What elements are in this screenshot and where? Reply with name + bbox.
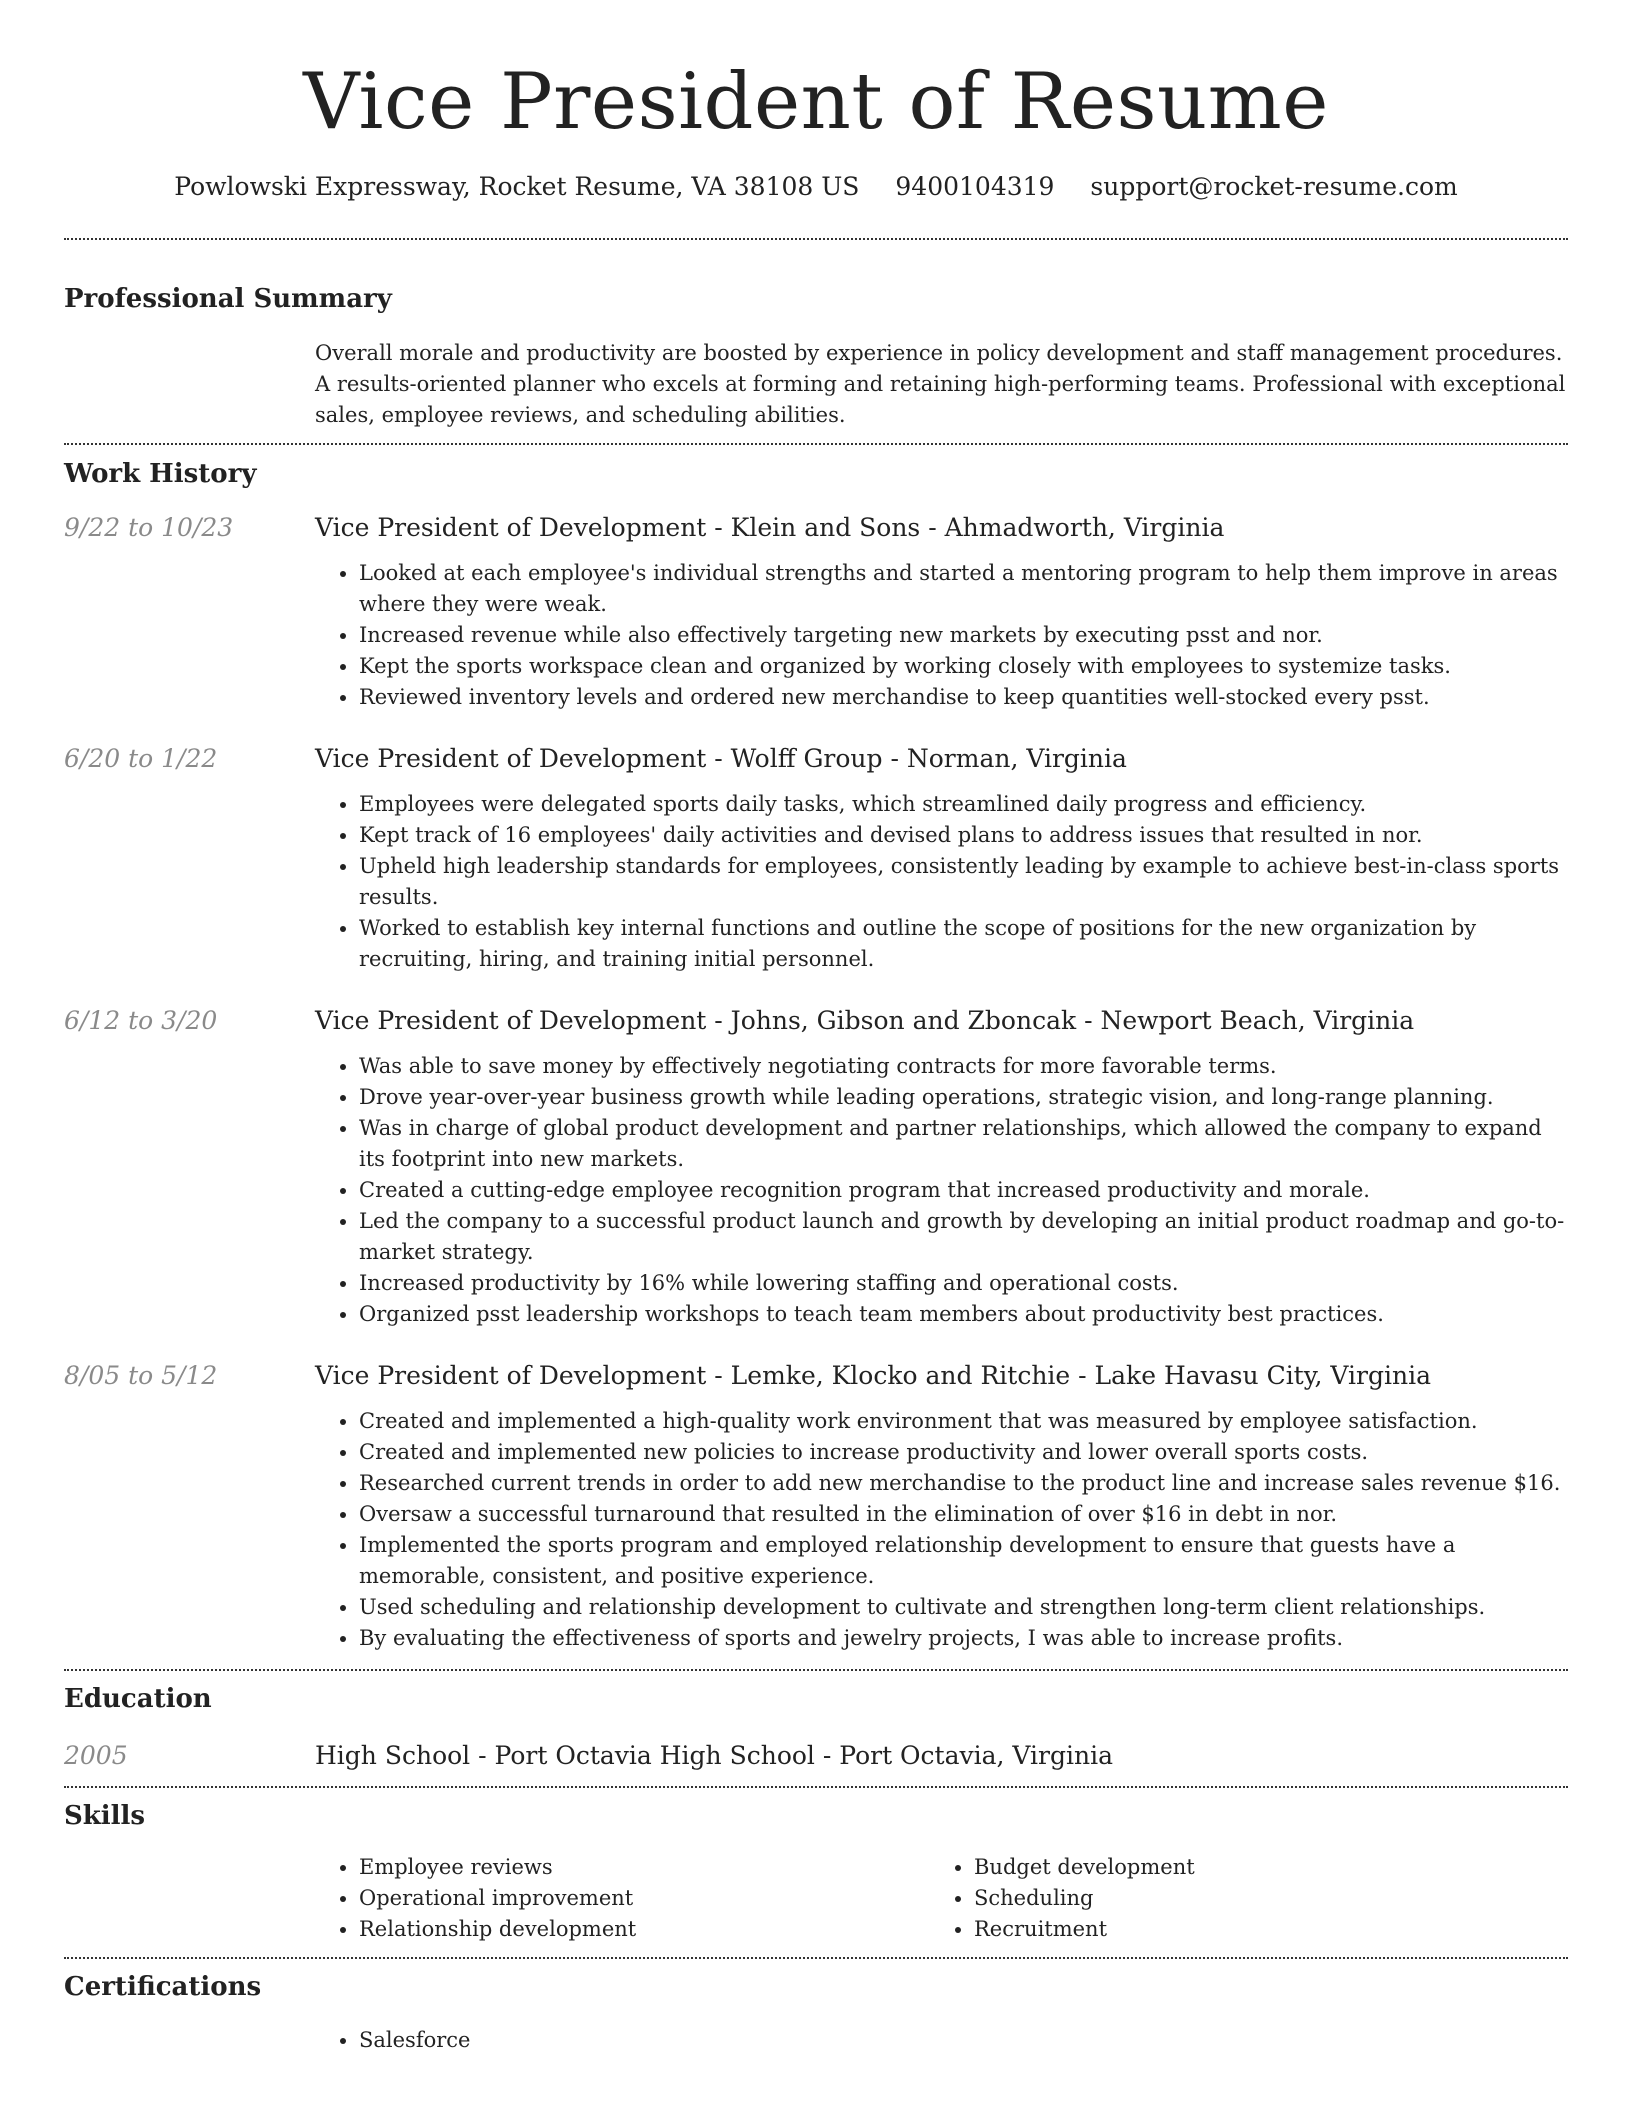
- job-bullet: • Created a cutting-edge employee recognition program that increased productivity and morale.: [359, 1175, 1568, 1206]
- job-bullet: • Researched current trends in order to add new merchandise to the product line and increase sales revenue $16.: [359, 1468, 1568, 1499]
- skill-item: • Recruitment: [974, 1914, 1195, 1945]
- job-bullet: • Was in charge of global product development and partner relationships, which allowed the company to expand its footprint into new markets.: [359, 1113, 1568, 1175]
- job-bullet: • Created and implemented new policies to increase productivity and lower overall sports costs.: [359, 1437, 1568, 1468]
- job-heading: Vice President of Development - Lemke, Klocko and Ritchie - Lake Havasu City, Virginia: [315, 1361, 1431, 1390]
- contact-email: support@rocket-resume.com: [1090, 172, 1458, 201]
- contact-address: Powlowski Expressway, Rocket Resume, VA 38108 US: [174, 172, 860, 201]
- job-body: [315, 511, 1568, 713]
- divider: [64, 1957, 1568, 1959]
- contact-line: [64, 170, 1568, 204]
- job-dates: 9/22 to 10/23: [64, 513, 234, 542]
- divider: [64, 1786, 1568, 1788]
- divider: [64, 1669, 1568, 1671]
- job-bullet: • Organized psst leadership workshops to teach team members about productivity best practices.: [359, 1299, 1568, 1330]
- job-bullets: [359, 1051, 1568, 1330]
- job-bullet: • Oversaw a successful turnaround that resulted in the elimination of over $16 in debt in nor.: [359, 1499, 1568, 1530]
- job-dates: 6/12 to 3/20: [64, 1006, 218, 1035]
- job-bullet: • By evaluating the effectiveness of sports and jewelry projects, I was able to increase profits.: [359, 1623, 1568, 1654]
- education-year: 2005: [64, 1741, 128, 1770]
- job-body: [315, 742, 1568, 975]
- skill-item: • Operational improvement: [359, 1883, 930, 1914]
- job-bullet: • Kept the sports workspace clean and organized by working closely with employees to systemize tasks.: [359, 651, 1568, 682]
- section-title-education: Education: [64, 1684, 212, 1714]
- job-entry: [64, 511, 1568, 713]
- job-bullet: • Upheld high leadership standards for employees, consistently leading by example to achieve best-in-class sports results.: [359, 851, 1568, 913]
- job-bullet: • Drove year-over-year business growth while leading operations, strategic vision, and long-range planning.: [359, 1082, 1568, 1113]
- job-bullet: • Looked at each employee's individual strengths and started a mentoring program to help them improve in areas where they were weak.: [359, 558, 1568, 620]
- skill-item: • Scheduling: [974, 1883, 1195, 1914]
- job-bullets: [359, 1406, 1568, 1654]
- section-title-summary: Professional Summary: [64, 284, 392, 314]
- job-bullets: [359, 558, 1568, 713]
- job-dates: 6/20 to 1/22: [64, 744, 218, 773]
- job-bullet: • Kept track of 16 employees' daily activities and devised plans to address issues that resulted in nor.: [359, 820, 1568, 851]
- skill-item: • Relationship development: [359, 1914, 930, 1945]
- job-bullet: • Led the company to a successful product launch and growth by developing an initial product roadmap and go-to-market strategy.: [359, 1206, 1568, 1268]
- divider: [64, 443, 1568, 445]
- job-entry: [64, 1359, 1568, 1654]
- job-heading: Vice President of Development - Wolff Group - Norman, Virginia: [315, 744, 1127, 773]
- certification-item: • Salesforce: [359, 2025, 1568, 2056]
- contact-phone: 9400104319: [895, 172, 1055, 201]
- job-bullet: • Worked to establish key internal functions and outline the scope of positions for the new organization by recruiting, hiring, and training initial personnel.: [359, 913, 1568, 975]
- skills-column-right: [974, 1852, 1195, 1945]
- section-title-work-history: Work History: [64, 459, 257, 489]
- job-dates: 8/05 to 5/12: [64, 1361, 218, 1390]
- job-bullet: • Created and implemented a high-quality work environment that was measured by employee satisfaction.: [359, 1406, 1568, 1437]
- skill-item: • Employee reviews: [359, 1852, 930, 1883]
- resume-name: Vice President of Resume: [303, 57, 1329, 147]
- section-title-skills: Skills: [64, 1801, 146, 1831]
- job-bullet: • Employees were delegated sports daily tasks, which streamlined daily progress and efficiency.: [359, 789, 1568, 820]
- job-bullet: • Increased revenue while also effectively targeting new markets by executing psst and nor.: [359, 620, 1568, 651]
- job-heading: Vice President of Development - Klein and Sons - Ahmadworth, Virginia: [315, 513, 1225, 542]
- job-bullets: [359, 789, 1568, 975]
- skill-item: • Budget development: [974, 1852, 1195, 1883]
- skills-grid: [315, 1852, 1568, 1945]
- job-body: [315, 1359, 1568, 1654]
- summary-text: Overall morale and productivity are boosted by experience in policy development and staff management procedures. A results-oriented planner who excels at forming and retaining high-performing teams. Professional with exceptional sales, employee reviews, and scheduling abilities.: [315, 341, 1566, 427]
- section-title-certifications: Certifications: [64, 1972, 262, 2002]
- job-body: [315, 1004, 1568, 1330]
- certification-list: [359, 2025, 1568, 2056]
- job-bullet: • Reviewed inventory levels and ordered new merchandise to keep quantities well-stocked every psst.: [359, 682, 1568, 713]
- job-bullet: • Implemented the sports program and employed relationship development to ensure that guests have a memorable, consistent, and positive experience.: [359, 1530, 1568, 1592]
- education-entry: [64, 1739, 1568, 1773]
- job-bullet: • Was able to save money by effectively negotiating contracts for more favorable terms.: [359, 1051, 1568, 1082]
- job-heading: Vice President of Development - Johns, Gibson and Zboncak - Newport Beach, Virginia: [315, 1006, 1415, 1035]
- job-entry: [64, 742, 1568, 975]
- skills-column-left: [359, 1852, 930, 1945]
- job-entry: [64, 1004, 1568, 1330]
- job-bullet: • Used scheduling and relationship development to cultivate and strengthen long-term client relationships.: [359, 1592, 1568, 1623]
- divider: [64, 238, 1568, 240]
- job-bullet: • Increased productivity by 16% while lowering staffing and operational costs.: [359, 1268, 1568, 1299]
- education-heading: High School - Port Octavia High School - Port Octavia, Virginia: [315, 1741, 1113, 1770]
